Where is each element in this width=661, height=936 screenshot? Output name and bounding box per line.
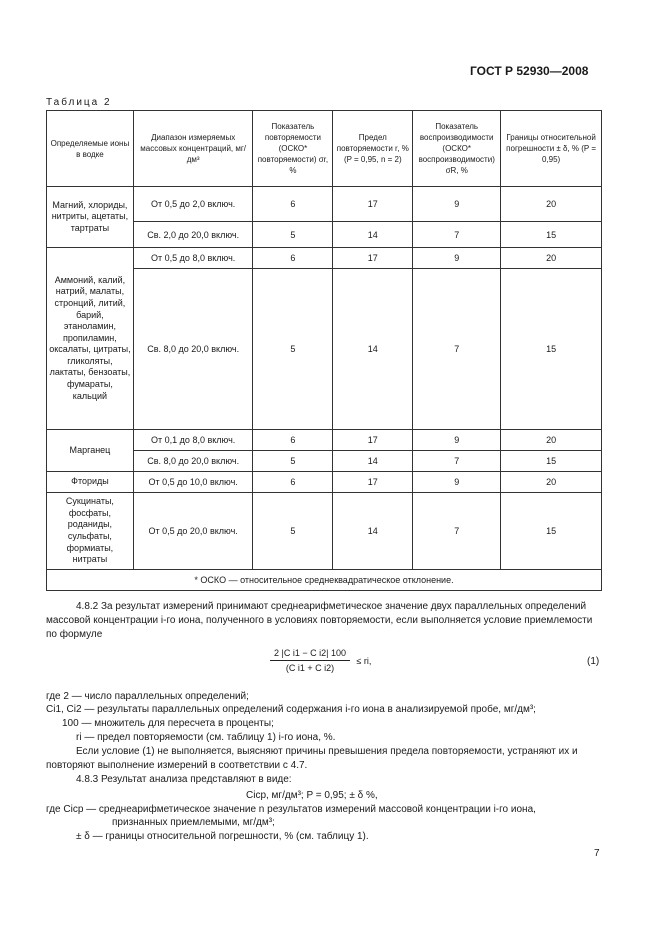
- value-cell: 15: [501, 493, 602, 570]
- where-line: признанных приемлемыми, мг/дм³;: [112, 817, 275, 828]
- value-cell: 7: [413, 222, 501, 248]
- col-header: Границы относительной погрешности ± δ, % (P = 0,95): [501, 111, 602, 187]
- value-cell: 14: [333, 269, 413, 430]
- value-cell: 7: [413, 493, 501, 570]
- range-cell: От 0,1 до 8,0 включ.: [133, 430, 253, 451]
- paragraph-4-8-3: 4.8.3 Результат анализа представляют в виде:: [76, 774, 292, 785]
- where-line: где Ciср — среднеарифметическое значение n результатов измерений массовой концентрации i-го иона,: [46, 804, 536, 815]
- value-cell: 6: [253, 472, 333, 493]
- standard-header: ГОСТ Р 52930—2008: [470, 64, 589, 78]
- range-cell: Св. 8,0 до 20,0 включ.: [133, 269, 253, 430]
- range-cell: От 0,5 до 8,0 включ.: [133, 248, 253, 269]
- formula-denominator: (C i1 + C i2): [285, 663, 335, 673]
- range-cell: От 0,5 до 20,0 включ.: [133, 493, 253, 570]
- equation-number: (1): [587, 656, 600, 667]
- value-cell: 6: [253, 187, 333, 222]
- where-line: Ci1, Ci2 — результаты параллельных определений содержания i-го иона в анализируемой пробе, мг/дм³;: [46, 704, 536, 715]
- ion-cell: Аммоний, калий, натрий, малаты, стронций, литий, барий, этаноламин, пропиламин, оксалаты, цитраты, гликоляты, лактаты, бензоаты, фумараты, кальций: [47, 248, 134, 430]
- value-cell: 5: [253, 493, 333, 570]
- paragraph-condition: Если условие (1) не выполняется, выясняют причины превышения предела повторяемости, устраняют их и повторяют выполнение измерений в соответствии с 4.7.: [46, 746, 578, 771]
- formula-rhs: ≤ ri,: [356, 655, 372, 666]
- value-cell: 20: [501, 187, 602, 222]
- value-cell: 15: [501, 222, 602, 248]
- range-cell: От 0,5 до 2,0 включ.: [133, 187, 253, 222]
- table-header-row: [47, 111, 602, 187]
- value-cell: 6: [253, 248, 333, 269]
- table-row: [47, 472, 602, 493]
- value-cell: 7: [413, 269, 501, 430]
- table-caption: Таблица 2: [46, 97, 112, 108]
- value-cell: 5: [253, 269, 333, 430]
- value-cell: 9: [413, 430, 501, 451]
- value-cell: 5: [253, 222, 333, 248]
- value-cell: 9: [413, 472, 501, 493]
- table-row: [47, 493, 602, 570]
- value-cell: 5: [253, 451, 333, 472]
- page-number: 7: [594, 848, 600, 859]
- value-cell: 7: [413, 451, 501, 472]
- ion-cell: Сукцинаты, фосфаты, роданиды, сульфаты, формиаты, нитраты: [47, 493, 134, 570]
- value-cell: 15: [501, 451, 602, 472]
- table-row: [47, 430, 602, 451]
- formula-1: [270, 648, 371, 673]
- col-header: Диапазон измеряемых массовых концентраций, мг/дм³: [133, 111, 253, 187]
- where-line: 100 — множитель для пересчета в проценты;: [62, 718, 274, 729]
- table-footnote-row: [47, 570, 602, 591]
- col-header: Показатель повторяемости (ОСКО* повторяемости) σr, %: [253, 111, 333, 187]
- col-header: Определяемые ионы в водке: [47, 111, 134, 187]
- ion-cell: Магний, хлориды, нитриты, ацетаты, тартраты: [47, 187, 134, 248]
- value-cell: 17: [333, 430, 413, 451]
- col-header: Показатель воспроизводимости (ОСКО* воспроизводимости) σR, %: [413, 111, 501, 187]
- col-header: Предел повторяемости r, % (P = 0,95, n = 2): [333, 111, 413, 187]
- range-cell: Св. 8,0 до 20,0 включ.: [133, 451, 253, 472]
- result-expression: Ciср, мг/дм³; P = 0,95; ± δ %,: [246, 790, 378, 801]
- paragraph-4-8-2: 4.8.2 За результат измерений принимают среднеарифметическое значение двух параллельных определений массовой концентрации i-го иона, полученного в условиях повторяемости, если выполняется условие приемлемости по формуле: [46, 601, 593, 640]
- value-cell: 14: [333, 222, 413, 248]
- where-line: ri — предел повторяемости (см. таблицу 1) i-го иона, %.: [76, 732, 336, 743]
- where-line: ± δ — границы относительной погрешности, % (см. таблицу 1).: [76, 831, 369, 842]
- table-footnote: * ОСКО — относительное среднеквадратическое отклонение.: [47, 570, 602, 591]
- value-cell: 17: [333, 187, 413, 222]
- value-cell: 9: [413, 187, 501, 222]
- table-row: [47, 187, 602, 222]
- formula-fraction: [270, 648, 350, 673]
- value-cell: 14: [333, 451, 413, 472]
- table-row: [47, 248, 602, 269]
- value-cell: 15: [501, 269, 602, 430]
- value-cell: 20: [501, 248, 602, 269]
- formula-numerator: 2 |C i1 − C i2| 100: [270, 648, 350, 661]
- value-cell: 6: [253, 430, 333, 451]
- value-cell: 17: [333, 248, 413, 269]
- value-cell: 14: [333, 493, 413, 570]
- value-cell: 20: [501, 472, 602, 493]
- value-cell: 20: [501, 430, 602, 451]
- range-cell: Св. 2,0 до 20,0 включ.: [133, 222, 253, 248]
- value-cell: 17: [333, 472, 413, 493]
- ion-cell: Фториды: [47, 472, 134, 493]
- value-cell: 9: [413, 248, 501, 269]
- parameters-table: [46, 110, 602, 591]
- ion-cell: Марганец: [47, 430, 134, 472]
- where-line: где 2 — число параллельных определений;: [46, 691, 249, 702]
- range-cell: От 0,5 до 10,0 включ.: [133, 472, 253, 493]
